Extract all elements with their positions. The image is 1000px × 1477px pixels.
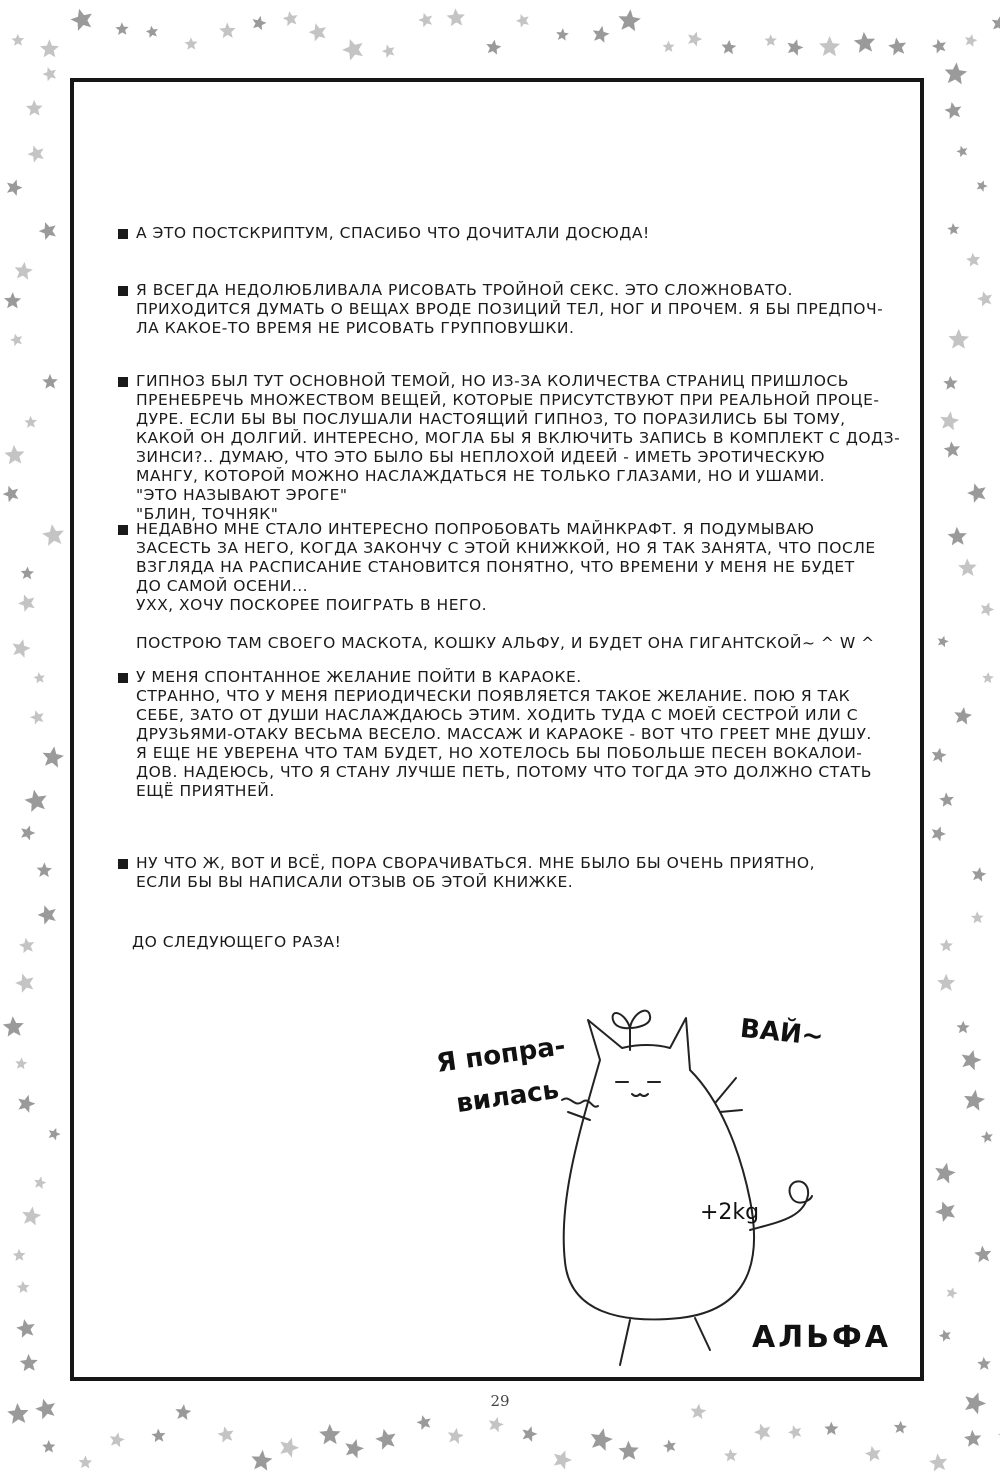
star-decoration [970,866,987,882]
bullet-square-icon [118,525,128,535]
star-decoration [617,8,642,32]
speech-left-line-2: вилась [454,1074,561,1120]
star-decoration [373,1426,398,1450]
star-decoration [937,974,955,991]
star-decoration [29,708,46,725]
text-line: СЕБЕ, ЗАТО ОТ ДУШИ НАСЛАЖДАЮСЬ ЭТИМ. ХОДИТЬ ТУДА С МОЕЙ СЕСТРОЙ ИЛИ С [136,706,859,724]
star-decoration [943,100,963,119]
star-decoration [19,1353,38,1371]
star-decoration [380,43,396,59]
star-decoration [20,566,34,579]
weight-note-text: +2kg [700,1200,760,1225]
star-decoration [108,1431,126,1448]
star-decoration [446,1427,465,1445]
text-line: У МЕНЯ СПОНТАННОЕ ЖЕЛАНИЕ ПОЙТИ В КАРАОКЕ. [136,668,582,686]
text-line: СТРАННО, ЧТО У МЕНЯ ПЕРИОДИЧЕСКИ ПОЯВЛЯЕТСЯ ТАКОЕ ЖЕЛАНИЕ. ПОЮ Я ТАК [136,687,851,705]
star-decoration [1,483,22,503]
star-decoration [11,33,24,46]
text-line: ПРИХОДИТСЯ ДУМАТЬ О ВЕЩАХ ВРОДЕ ПОЗИЦИЙ ТЕЛ, НОГ И ПРОЧЕМ. Я БЫ ПРЕДПОЧ- [136,300,884,318]
star-decoration [486,1415,505,1433]
star-decoration [971,911,984,924]
star-decoration [947,222,960,235]
star-decoration [36,862,52,877]
star-decoration [41,523,66,547]
text-line: ДОВ. НАДЕЮСЬ, ЧТО Я СТАНУ ЛУЧШЕ ПЕТЬ, ПОТОМУ ЧТО ТОГДА ЭТО ДОЛЖНО СТАТЬ [136,763,872,781]
star-decoration [24,415,37,428]
star-decoration [78,1455,92,1468]
star-decoration [955,144,969,158]
star-decoration [940,939,953,952]
star-decoration [962,1088,986,1111]
star-decoration [930,746,947,763]
star-decoration [10,637,32,659]
star-decoration [662,40,674,52]
star-decoration [35,902,59,925]
star-decoration [943,440,961,458]
star-decoration [963,33,978,48]
star-decoration [4,292,21,308]
text-line: УХХ, ХОЧУ ПОСКОРЕЕ ПОИГРАТЬ В НЕГО. [136,596,488,614]
star-decoration [115,22,129,35]
text-line: ПОСТРОЮ ТАМ СВОЕГО МАСКОТА, КОШКУ АЛЬФУ, И БУДЕТ ОНА ГИГАНТСКОЙ~ ^ W ^ [136,634,875,652]
star-decoration [520,1424,539,1443]
star-decoration [20,1205,42,1226]
star-decoration [938,410,960,431]
star-decoration [219,22,236,38]
star-decoration [9,332,25,347]
star-decoration [721,39,737,54]
bullet-square-icon [118,377,128,387]
text-line: ЗАСЕСТЬ ЗА НЕГО, КОГДА ЗАКОНЧУ С ЭТОЙ КНИЖКОЙ, НО Я ТАК ЗАНЯТА, ЧТО ПОСЛЕ [136,539,876,557]
star-decoration [939,792,955,808]
star-decoration [16,592,38,613]
text-line: ЗИНСИ?.. ДУМАЮ, ЧТО ЭТО БЫЛО БЫ НЕПЛОХОЙ ИДЕЕЙ - ИМЕТЬ ЭРОТИЧЕСКУЮ [136,448,825,466]
star-decoration [46,1126,62,1141]
star-decoration [764,34,777,46]
star-decoration [618,1440,639,1460]
star-decoration [340,36,367,62]
star-decoration [25,143,47,164]
star-decoration [965,481,989,504]
star-decoration [12,1248,25,1261]
text-line: ВЗГЛЯДА НА РАСПИСАНИЕ СТАНОВИТСЯ ПОНЯТНО, ЧТО ВРЕМЕНИ У МЕНЯ НЕ БУДЕТ [136,558,855,576]
text-line: ЕЩЁ ПРИЯТНЕЙ. [136,782,275,800]
star-decoration [250,1449,273,1471]
star-decoration [415,1413,433,1430]
star-decoration [936,634,950,648]
closing-text: ДО СЛЕДУЮЩЕГО РАЗА! [132,933,342,951]
star-decoration [417,11,435,29]
star-decoration [13,971,37,994]
star-decoration [591,24,611,43]
star-decoration [250,14,267,31]
star-decoration [18,936,36,953]
text-line: КАКОЙ ОН ДОЛГИЙ. ИНТЕРЕСНО, МОГЛА БЫ Я ВКЛЮЧИТЬ ЗАПИСЬ В КОМПЛЕКТ С ДОДЗ- [136,429,901,447]
text-line: ЕСЛИ БЫ ВЫ НАПИСАЛИ ОТЗЫВ ОБ ЭТОЙ КНИЖКЕ. [136,873,574,891]
star-decoration [2,1015,24,1036]
text-line: А ЭТО ПОСТСКРИПТУМ, СПАСИБО ЧТО ДОЧИТАЛИ ДОСЮДА! [136,224,650,242]
text-line: "ЭТО НАЗЫВАЮТ ЭРОГЕ" [136,486,348,504]
star-decoration [342,1437,365,1460]
karaoke-paragraph [118,668,898,801]
speech-right-text: ВАЙ~ [738,1013,825,1053]
bullet-square-icon [118,673,128,683]
speech-left-line-1: Я попра- [434,1031,568,1079]
text-line: "БЛИН, ТОЧНЯК" [136,505,279,523]
star-decoration [959,1047,984,1071]
star-decoration [555,27,569,40]
star-decoration [974,1245,993,1263]
star-decoration [282,10,300,27]
star-decoration [485,38,502,55]
star-decoration [550,1447,574,1470]
star-decoration [184,37,197,50]
star-decoration [975,178,989,192]
bullet-square-icon [118,859,128,869]
star-decoration [824,1422,838,1435]
text-line: НЕДАВНО МНЕ СТАЛО ИНТЕРЕСНО ПОПРОБОВАТЬ МАЙНКРАФТ. Я ПОДУМЫВАЮ [136,520,815,538]
star-decoration [980,1130,994,1143]
star-decoration [932,1198,958,1224]
star-decoration [33,671,46,684]
star-decoration [151,1428,166,1442]
star-decoration [958,558,977,576]
text-line [118,615,898,634]
star-decoration [41,745,65,768]
star-decoration [4,177,24,197]
threesome-paragraph [118,281,898,338]
star-decoration [15,1092,37,1113]
text-line: ЛА КАКОЕ-ТО ВРЕМЯ НЕ РИСОВАТЬ ГРУППОВУШКИ. [136,319,575,337]
text-line: ПРЕНЕБРЕЧЬ МНОЖЕСТВОМ ВЕЩЕЙ, КОТОРЫЕ ПРИСУТСТВУЮТ ПРИ РЕАЛЬНОЙ ПРОЦЕ- [136,391,880,409]
star-decoration [944,61,968,84]
star-decoration [785,37,805,57]
star-decoration [145,25,159,39]
star-decoration [929,824,948,842]
bullet-square-icon [118,229,128,239]
page-number: 29 [490,1392,510,1410]
star-decoration [514,12,531,29]
star-decoration [319,1424,341,1445]
text-line: Я ВСЕГДА НЕДОЛЮБЛИВАЛА РИСОВАТЬ ТРОЙНОЙ СЕКС. ЭТО СЛОЖНОВАТО. [136,281,793,299]
cat-body [564,1018,754,1319]
star-decoration [982,672,994,684]
star-decoration [945,1286,959,1300]
star-decoration [819,36,840,56]
text-line: ГИПНОЗ БЫЛ ТУТ ОСНОВНОЙ ТЕМОЙ, НО ИЗ-ЗА КОЛИЧЕСТВА СТРАНИЦ ПРИШЛОСЬ [136,372,849,390]
star-decoration [41,65,59,82]
star-decoration [963,1429,982,1447]
star-decoration [15,1317,37,1338]
star-decoration [990,14,1000,31]
star-decoration [996,1421,1000,1447]
star-decoration [864,1444,883,1462]
text-line: ДРУЗЬЯМИ-ОТАКУ ВЕСЬМА ВЕСЕЛО. МАССАЖ И КАРАОКЕ - ВОТ ЧТО ГРЕЕТ МНЕ ДУШУ. [136,725,872,743]
text-line: ДУРЕ. ЕСЛИ БЫ ВЫ ПОСЛУШАЛИ НАСТОЯЩИЙ ГИПНОЗ, ТО ПОРАЗИЛИСЬ БЫ ТОМУ, [136,410,846,428]
star-decoration [724,1448,738,1461]
star-decoration [26,100,43,116]
text-line: Я ЕЩЕ НЕ УВЕРЕНА ЧТО ТАМ БУДЕТ, НО ХОТЕЛОСЬ БЫ ПОБОЛЬШЕ ПЕСЕН ВОКАЛОИ- [136,744,863,762]
star-decoration [937,1328,952,1343]
star-decoration [965,252,981,267]
star-decoration [277,1435,302,1459]
star-decoration [18,823,37,841]
star-decoration [977,1357,991,1371]
star-decoration [978,600,996,617]
star-decoration [42,374,58,389]
star-decoration [887,36,908,56]
bullet-square-icon [118,286,128,296]
star-decoration [933,1160,958,1184]
star-decoration [588,1426,615,1452]
farewell-paragraph [118,854,898,892]
star-decoration [685,29,704,47]
star-decoration [930,37,948,54]
star-decoration [752,1421,774,1442]
star-decoration [13,261,33,280]
star-decoration [216,1425,235,1443]
star-decoration [42,1440,55,1453]
star-decoration [947,526,967,545]
star-decoration [976,289,995,307]
postscript-paragraph [118,224,898,243]
star-decoration [928,1452,948,1472]
minecraft-paragraph [118,520,898,653]
star-decoration [953,706,973,725]
star-decoration [662,1438,678,1453]
hypnosis-paragraph [118,372,901,524]
star-decoration [943,375,958,389]
star-decoration [786,1423,803,1440]
star-decoration [4,444,25,464]
text-line: НУ ЧТО Ж, ВОТ И ВСЁ, ПОРА СВОРАЧИВАТЬСЯ. МНЕ БЫЛО БЫ ОЧЕНЬ ПРИЯТНО, [136,854,816,872]
star-decoration [853,31,876,53]
star-decoration [68,6,95,32]
star-decoration [15,1057,28,1070]
text-line: ДО САМОЙ ОСЕНИ... [136,577,309,595]
star-decoration [948,329,969,349]
sprout-icon [613,1011,651,1029]
star-decoration [40,39,59,57]
star-decoration [16,1280,30,1293]
star-decoration [956,1021,969,1034]
star-decoration [23,787,49,812]
text-line: МАНГУ, КОТОРОЙ МОЖНО НАСЛАЖДАТЬСЯ НЕ ТОЛЬКО ГЛАЗАМИ, НО И УШАМИ. [136,467,826,485]
signature-text: АЛЬФА [752,1320,891,1355]
star-decoration [307,21,329,43]
star-decoration [893,1420,907,1434]
star-decoration [37,219,59,241]
star-decoration [33,1175,48,1189]
star-decoration [446,8,466,27]
